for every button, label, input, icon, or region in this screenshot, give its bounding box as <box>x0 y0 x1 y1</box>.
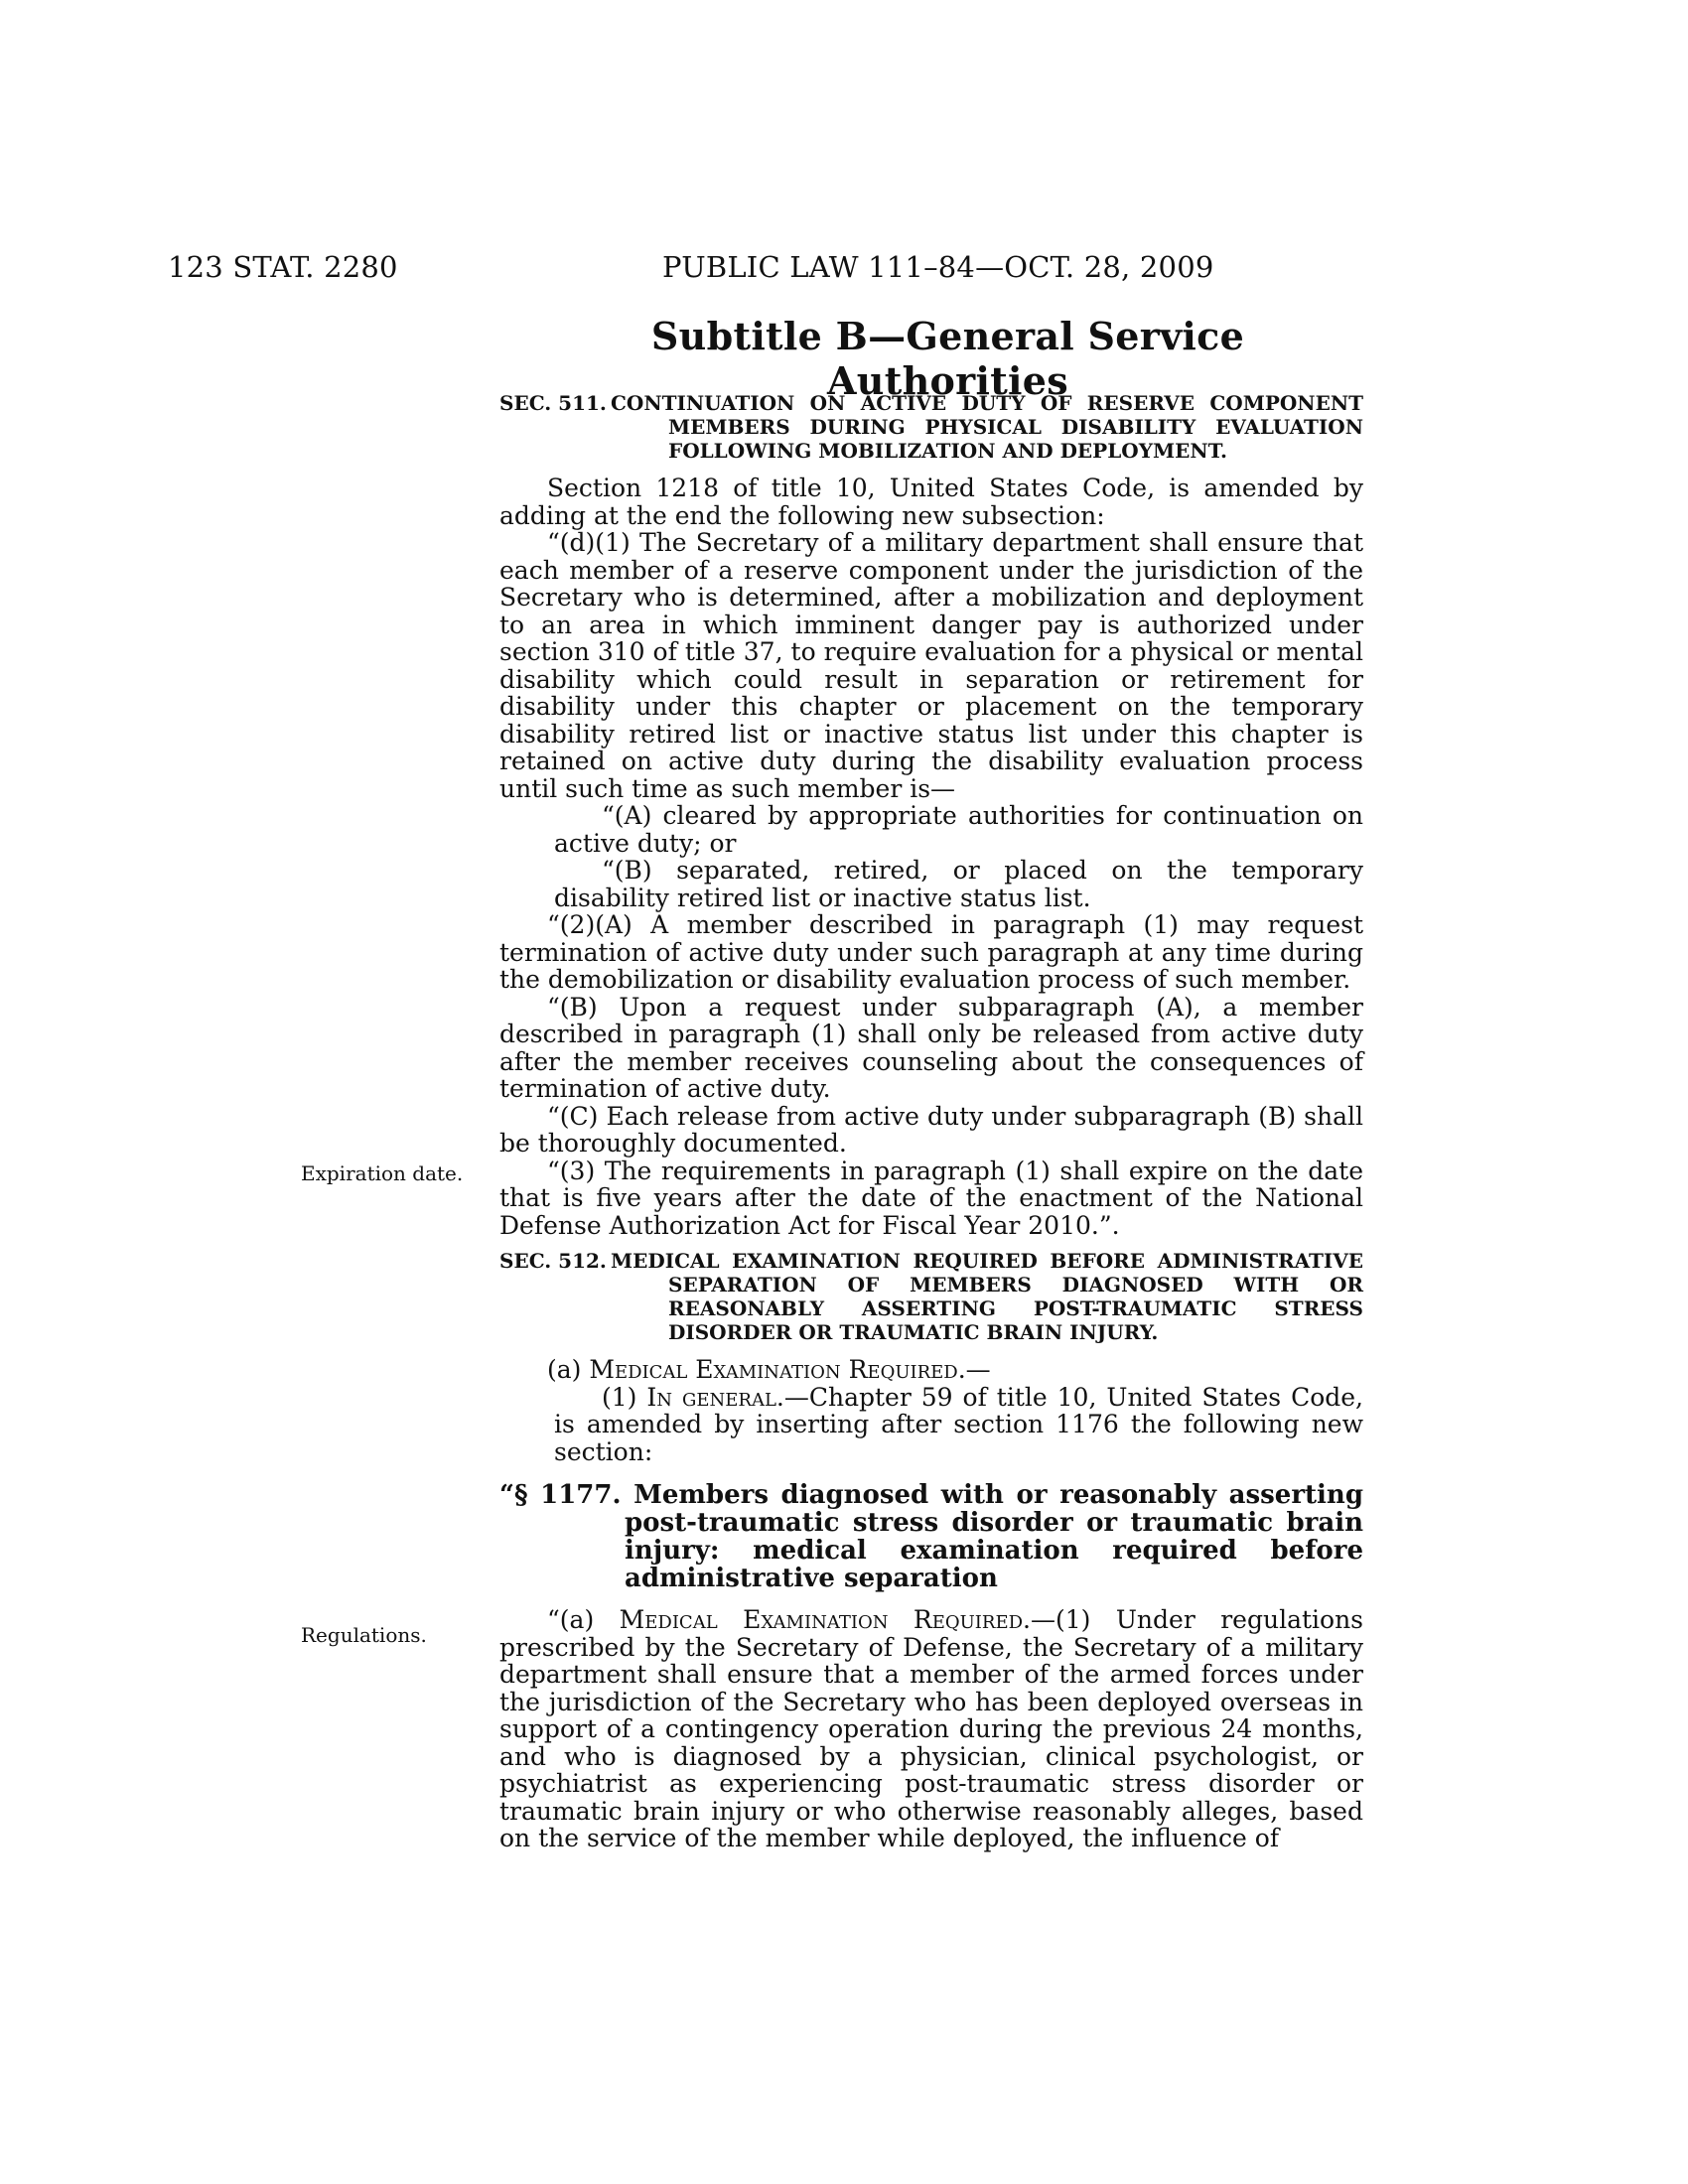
sec-511-para-2a: “(2)(A) A member described in paragraph (1) may request termination of active duty under such paragraph at any time during the demobilization or disability evaluation process of such member. <box>499 910 1363 994</box>
margin-note-regulations: Regulations. <box>301 1623 427 1647</box>
sec-511-para-3: “(3) The requirements in paragraph (1) shall expire on the date that is five years after the date of the enactment of the National Defense Authorization Act for Fiscal Year 2010.”. <box>499 1156 1363 1240</box>
sec-511-subpara-a: “(A) cleared by appropriate authorities for continuation on active duty; or <box>554 801 1363 858</box>
sec-511-heading <box>499 391 1363 463</box>
sec-511-para-d1: “(d)(1) The Secretary of a military department shall ensure that each member of a reserve component under the jurisdiction of the Secretary who is determined, after a mobilization and deployment to an area in which imminent danger pay is authorized under section 310 of title 37, to require evaluation for a physical or mental disability which could result in separation or retirement for disability under this chapter or placement on the temporary disability retired list or inactive status list under this chapter is retained on active duty during the disability evaluation process until such time as such member is— <box>499 528 1363 803</box>
sec-512-subsection-a: (a) Medical Examination Required.— <box>547 1355 991 1384</box>
sec-512-para-1: (1) In general.—Chapter 59 of title 10, United States Code, is amended by inserting after section 1176 the following new section: <box>554 1382 1363 1466</box>
page-stat-number: 123 STAT. 2280 <box>168 250 398 284</box>
sec-512-heading <box>499 1249 1363 1344</box>
running-header: PUBLIC LAW 111–84—OCT. 28, 2009 <box>662 250 1214 284</box>
sec-511-para-2b: “(B) Upon a request under subparagraph (A), a member described in paragraph (1) shall only be released from active duty after the member receives counseling about the consequences of termination of active duty. <box>499 992 1363 1103</box>
margin-note-expiration: Expiration date. <box>301 1161 464 1185</box>
sec-512-title: MEDICAL EXAMINATION REQUIRED BEFORE ADMINISTRATIVE SEPARATION OF MEMBERS DIAGNOSED WITH OR REASONABLY ASSERTING POST-TRAUMATIC STRESS DISORDER OR TRAUMATIC BRAIN INJURY. <box>611 1249 1363 1344</box>
body-column <box>499 391 1363 1852</box>
sec-511-title: CONTINUATION ON ACTIVE DUTY OF RESERVE COMPONENT MEMBERS DURING PHYSICAL DISABILITY EVALUATION FOLLOWING MOBILIZATION AND DEPLOYMENT. <box>611 391 1363 463</box>
section-1177-subsection-a: “(a) Medical Examination Required.—(1) Under regulations prescribed by the Secretary of Defense, the Secretary of a military department shall ensure that a member of the armed forces under the jurisdiction of the Secretary who has been deployed overseas in support of a contingency operation during the previous 24 months, and who is diagnosed by a physician, clinical psychologist, or psychiatrist as experiencing post-traumatic stress disorder or traumatic brain injury or who otherwise reasonably alleges, based on the service of the member while deployed, the influence of <box>499 1605 1364 1852</box>
section-1177-heading: “§ 1177. Members diagnosed with or reasonably asserting post-traumatic stress disorder or traumatic brain injury: medical examination required before administrative separation <box>499 1480 1363 1593</box>
sec-511-para-2c: “(C) Each release from active duty under subparagraph (B) shall be thoroughly documented. <box>499 1101 1363 1158</box>
sec-512-number: SEC. 512. <box>499 1249 607 1273</box>
sec-511-subpara-b: “(B) separated, retired, or placed on the temporary disability retired list or inactive status list. <box>554 856 1363 912</box>
sec-511-number: SEC. 511. <box>499 391 607 415</box>
sec-511-intro: Section 1218 of title 10, United States Code, is amended by adding at the end the following new subsection: <box>499 474 1363 530</box>
subtitle-heading: Subtitle B—General Service Authorities <box>650 314 1245 403</box>
